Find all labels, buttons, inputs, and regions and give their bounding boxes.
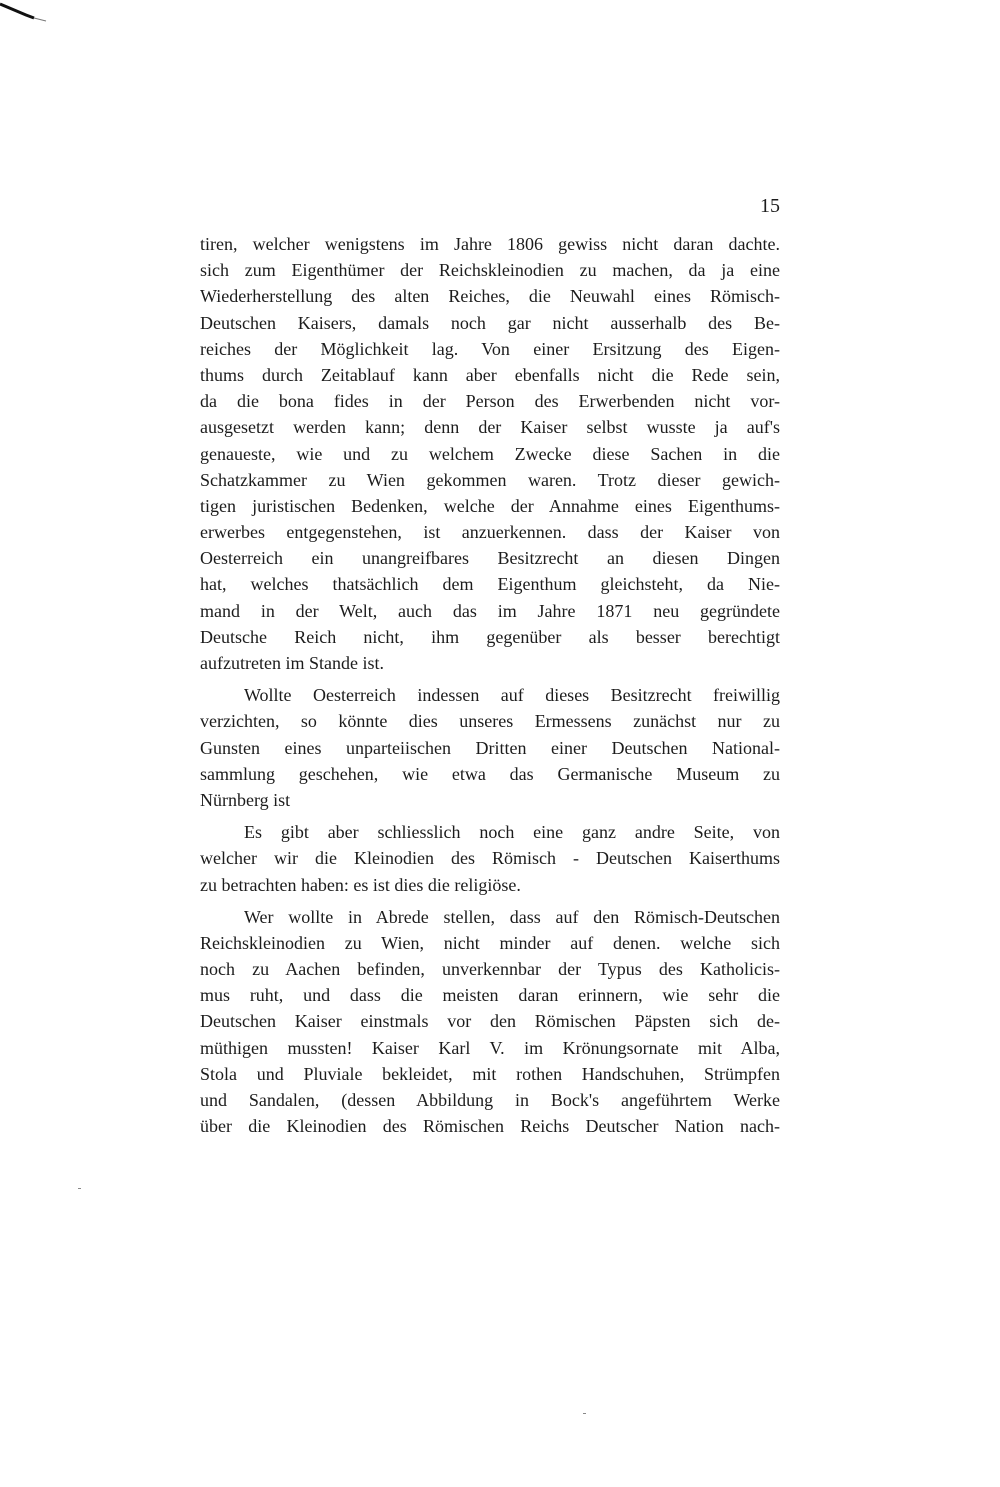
text-line: sich zum Eigenthümer der Reichskleinodien zu machen, da ja eine <box>200 260 780 281</box>
body-text <box>200 231 780 1139</box>
scan-speck <box>78 1188 81 1189</box>
text-line: Deutsche Reich nicht, ihm gegenüber als besser berechtigt <box>200 626 780 647</box>
text-line: Stola und Pluviale bekleidet, mit rothen Handschuhen, Strümpfen <box>200 1063 780 1084</box>
text-line: Deutschen Kaiser einstmals vor den Römischen Päpsten sich de- <box>200 1011 780 1032</box>
text-line: Es gibt aber schliesslich noch eine ganz andre Seite, von <box>244 822 780 843</box>
scan-speck <box>583 1413 586 1414</box>
text-line: erwerbes entgegenstehen, ist anzuerkennen. dass der Kaiser von <box>200 522 780 543</box>
text-line: zu betrachten haben: es ist dies die religiöse. <box>200 874 521 895</box>
text-line: Oesterreich ein unangreifbares Besitzrecht an diesen Dingen <box>200 548 780 569</box>
text-line: sammlung geschehen, wie etwa das Germanische Museum zu <box>200 763 780 784</box>
text-line: müthigen mussten! Kaiser Karl V. im Krönungsornate mit Alba, <box>200 1037 780 1058</box>
text-line: aufzutreten im Stande ist. <box>200 653 384 673</box>
text-line: Reichskleinodien zu Wien, nicht minder auf denen. welche sich <box>200 932 780 953</box>
text-line: Wer wollte in Abrede stellen, dass auf den Römisch-Deutschen <box>244 906 780 927</box>
text-line: Nürnberg ist <box>200 789 291 810</box>
text-line: hat, welches thatsächlich dem Eigenthum gleichsteht, da Nie- <box>200 574 780 595</box>
text-line: und Sandalen, (dessen Abbildung in Bock's angeführtem Werke <box>200 1090 780 1110</box>
text-line: Gunsten eines unparteiischen Dritten einer Deutschen National- <box>200 737 780 758</box>
text-line: Deutschen Kaisers, damals noch gar nicht ausserhalb des Be- <box>200 312 780 333</box>
text-line: Schatzkammer zu Wien gekommen waren. Trotz dieser gewich- <box>200 469 780 490</box>
text-line: noch zu Aachen befinden, unverkennbar der Typus des Katholicis- <box>200 959 780 980</box>
paragraph <box>200 904 780 1140</box>
paragraph <box>200 682 780 813</box>
corner-scan-mark <box>0 2 60 24</box>
text-line: mus ruht, und dass die meisten daran erinnern, wie sehr die <box>200 985 780 1006</box>
text-line: Wiederherstellung des alten Reiches, die Neuwahl eines Römisch- <box>200 286 780 307</box>
page-number: 15 <box>760 195 780 217</box>
text-line: tigen juristischen Bedenken, welche der Annahme eines Eigenthums- <box>200 495 780 516</box>
text-line: verzichten, so könnte dies unseres Ermessens zunächst nur zu <box>200 711 780 732</box>
text-line: reiches der Möglichkeit lag. Von einer Ersitzung des Eigen- <box>200 338 780 359</box>
text-line: welcher wir die Kleinodien des Römisch - Deutschen Kaiserthums <box>200 848 780 869</box>
text-line: genaueste, wie und zu welchem Zwecke diese Sachen in die <box>200 443 780 464</box>
text-line: ausgesetzt werden kann; denn der Kaiser selbst wusste ja auf's <box>200 417 780 438</box>
text-line: da die bona fides in der Person des Erwerbenden nicht vor- <box>200 391 780 412</box>
text-line: thums durch Zeitablauf kann aber ebenfalls nicht die Rede sein, <box>200 364 780 385</box>
text-line: über die Kleinodien des Römischen Reichs Deutscher Nation nach- <box>200 1116 780 1137</box>
text-line: mand in der Welt, auch das im Jahre 1871 neu gegründete <box>200 600 780 621</box>
paragraph <box>200 231 780 676</box>
paragraph <box>200 819 780 898</box>
text-line: tiren, welcher wenigstens im Jahre 1806 gewiss nicht daran dachte. <box>200 234 780 254</box>
text-line: Wollte Oesterreich indessen auf dieses Besitzrecht freiwillig <box>244 685 780 706</box>
